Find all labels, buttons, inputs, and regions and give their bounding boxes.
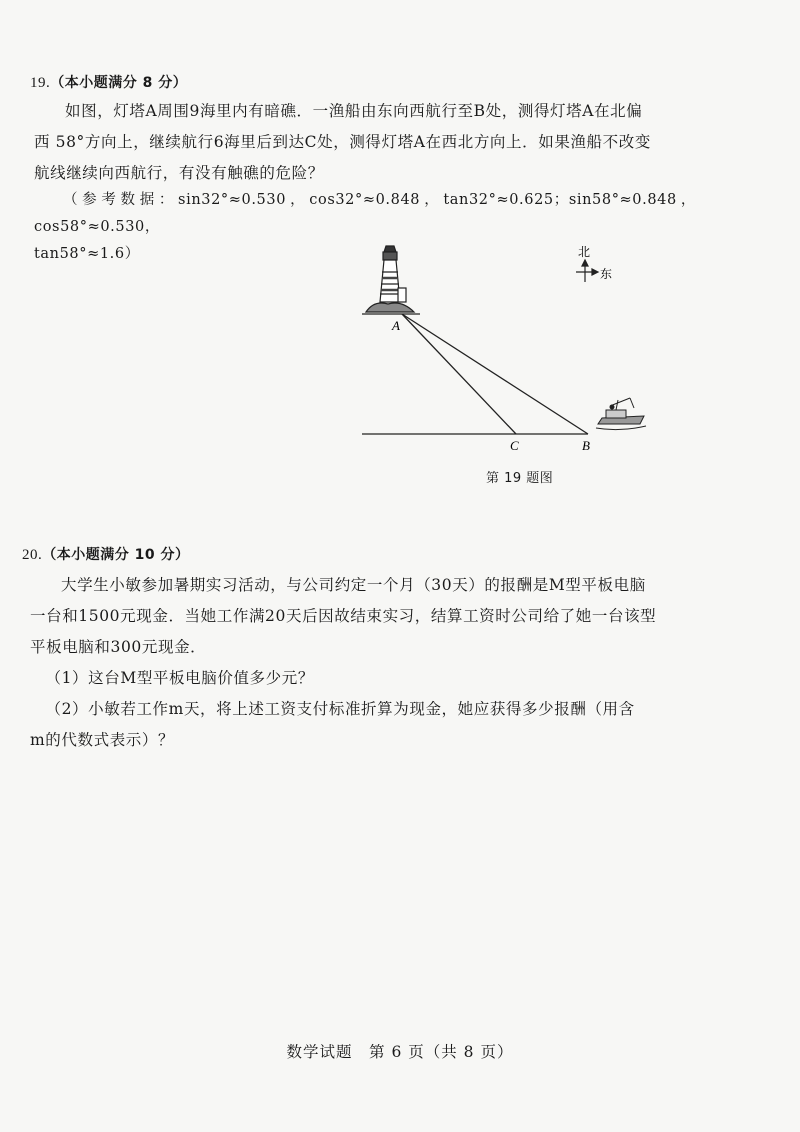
q19-body-line-3: 航线继续向西航行，有没有触礁的危险？ — [34, 164, 324, 182]
q19-body — [34, 96, 696, 189]
q20-part-1: （1）这台M型平板电脑价值多少元？ — [45, 669, 314, 687]
q20-part-2-line-2: m的代数式表示）？ — [30, 731, 175, 749]
q19-ref-line-2: tan58°≈1.6） — [34, 246, 140, 262]
q19-body-line-2: 西 58°方向上，继续航行6海里后到达C处，测得灯塔A在西北方向上．如果渔船不改变 — [34, 133, 651, 151]
compass-icon — [576, 260, 598, 282]
compass-north-label: 北 — [578, 245, 591, 259]
lighthouse-icon — [362, 246, 420, 314]
q19-header — [30, 72, 187, 92]
fishing-boat-icon — [596, 398, 646, 430]
q19-body-line-1: 如图，灯塔A周围9海里内有暗礁．一渔船由东向西航行至B处，测得灯塔A在北偏 — [65, 102, 643, 120]
q20-body-line-3: 平板电脑和300元现金． — [30, 638, 207, 656]
q19-figure — [340, 238, 670, 464]
q20-part-2-line-1: （2）小敏若工作m天，将上述工资支付标准折算为现金，她应获得多少报酬（用含 — [45, 700, 635, 718]
segment-AC — [402, 314, 516, 434]
label-B: B — [582, 438, 590, 453]
compass-east-label: 东 — [600, 267, 613, 281]
label-C: C — [510, 438, 519, 453]
q20-number: 20. — [22, 547, 43, 563]
q20-header — [22, 544, 189, 564]
q20-score-tag: （本小题满分 10 分） — [42, 547, 190, 563]
q19-figure-caption: 第 19 题图 — [486, 471, 554, 486]
q20-body — [30, 570, 696, 756]
label-A: A — [392, 318, 400, 333]
q20-body-line-1: 大学生小敏参加暑期实习活动，与公司约定一个月（30天）的报酬是M型平板电脑 — [61, 576, 646, 594]
q19-number: 19. — [30, 75, 51, 91]
q19-score-tag: （本小题满分 8 分） — [50, 75, 188, 91]
page-footer: 数学试题 第 6 页（共 8 页） — [286, 1043, 514, 1061]
q19-ref-line-1: （参考数据：sin32°≈0.530，cos32°≈0.848，tan32°≈0.625；sin58°≈0.848，cos58°≈0.530， — [34, 192, 696, 235]
segment-AB — [402, 314, 588, 434]
q20-body-line-2: 一台和1500元现金．当她工作满20天后因故结束实习，结算工资时公司给了她一台该型 — [30, 607, 657, 625]
